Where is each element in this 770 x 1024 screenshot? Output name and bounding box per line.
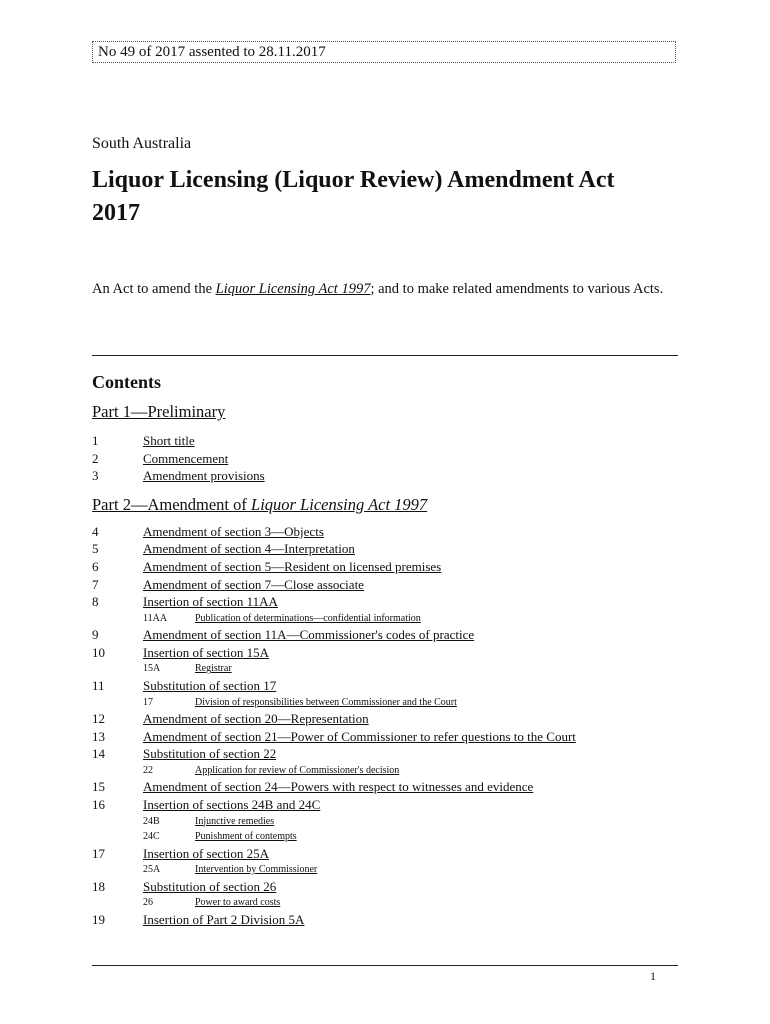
liquor-licensing-act-link[interactable]: Liquor Licensing Act 1997 [215, 281, 371, 297]
toc-subentry[interactable]: 22 Application for review of Commissioner's decision [143, 764, 400, 776]
toc-entry[interactable]: 2 Commencement [92, 450, 229, 466]
toc-entry[interactable]: 10 Insertion of section 15A [92, 644, 270, 660]
toc-entry[interactable]: 17 Insertion of section 25A [92, 845, 270, 861]
toc-entry[interactable]: 7 Amendment of section 7—Close associate [92, 576, 364, 592]
toc-entry[interactable]: 18 Substitution of section 26 [92, 878, 277, 894]
contents-heading: Contents [92, 372, 162, 392]
toc-subentry[interactable]: 24C Punishment of contempts [143, 831, 297, 842]
toc-entry[interactable]: 16 Insertion of sections 24B and 24C [92, 796, 321, 812]
toc-entry[interactable]: 9 Amendment of section 11A—Commissioner's codes of practice [92, 627, 475, 643]
part-1-entries [92, 432, 678, 485]
toc-entry[interactable]: 12 Amendment of section 20—Representation [92, 711, 369, 727]
toc-entry[interactable]: 14 Substitution of section 22 [92, 746, 277, 762]
act-title: Liquor Licensing (Liquor Review) Amendment Act 2017 [92, 167, 615, 226]
toc-entry[interactable]: 5 Amendment of section 4—Interpretation [92, 541, 355, 557]
page-number: 1 [650, 969, 656, 983]
long-title-suffix: ; and to make related amendments to various Acts. [370, 281, 664, 297]
part-2-entries [92, 523, 678, 929]
toc-entry[interactable]: 11 Substitution of section 17 [92, 677, 277, 693]
jurisdiction-label: South Australia [92, 135, 192, 152]
toc-part-1-link[interactable] [92, 402, 678, 426]
part-2-heading-text: Part 2—Amendment of [92, 494, 252, 514]
table-of-contents [92, 402, 678, 928]
toc-entry[interactable]: 1 Short title [92, 433, 195, 448]
assent-notice: No 49 of 2017 assented to 28.11.2017 [92, 41, 676, 63]
toc-entry[interactable]: 6 Amendment of section 5—Resident on licensed premises [92, 558, 442, 574]
toc-subentry[interactable]: 25A Intervention by Commissioner [143, 864, 318, 876]
toc-entry[interactable]: 19 Insertion of Part 2 Division 5A [92, 911, 305, 927]
toc-subentry[interactable]: 26 Power to award costs [143, 897, 281, 909]
toc-subentry[interactable]: 15A Registrar [143, 663, 232, 675]
toc-subentry[interactable]: 24B Injunctive remedies [143, 815, 275, 827]
toc-part-2-link[interactable] [92, 495, 678, 519]
footer-divider [92, 965, 678, 966]
toc-entry[interactable]: 15 Amendment of section 24—Powers with respect to witnesses and evidence [92, 779, 534, 795]
toc-entry[interactable]: 4 Amendment of section 3—Objects [92, 523, 324, 539]
toc-entry[interactable]: 3 Amendment provisions [92, 468, 265, 484]
long-title-prefix: An Act to amend the [92, 281, 216, 297]
toc-entry[interactable]: 13 Amendment of section 21—Power of Commissioner to refer questions to the Court [92, 728, 576, 744]
toc-subentry[interactable]: 17 Division of responsibilities between Commissioner and the Court [143, 696, 457, 708]
part-1-heading-text: Part 1—Preliminary [92, 402, 226, 421]
toc-subentry[interactable]: 11AA Publication of determinations—confidential information [143, 612, 421, 624]
top-divider [92, 355, 678, 356]
long-title [92, 280, 682, 299]
toc-entry[interactable]: 8 Insertion of section 11AA [92, 594, 278, 610]
part-2-act-name: Liquor Licensing Act 1997 [251, 494, 428, 514]
